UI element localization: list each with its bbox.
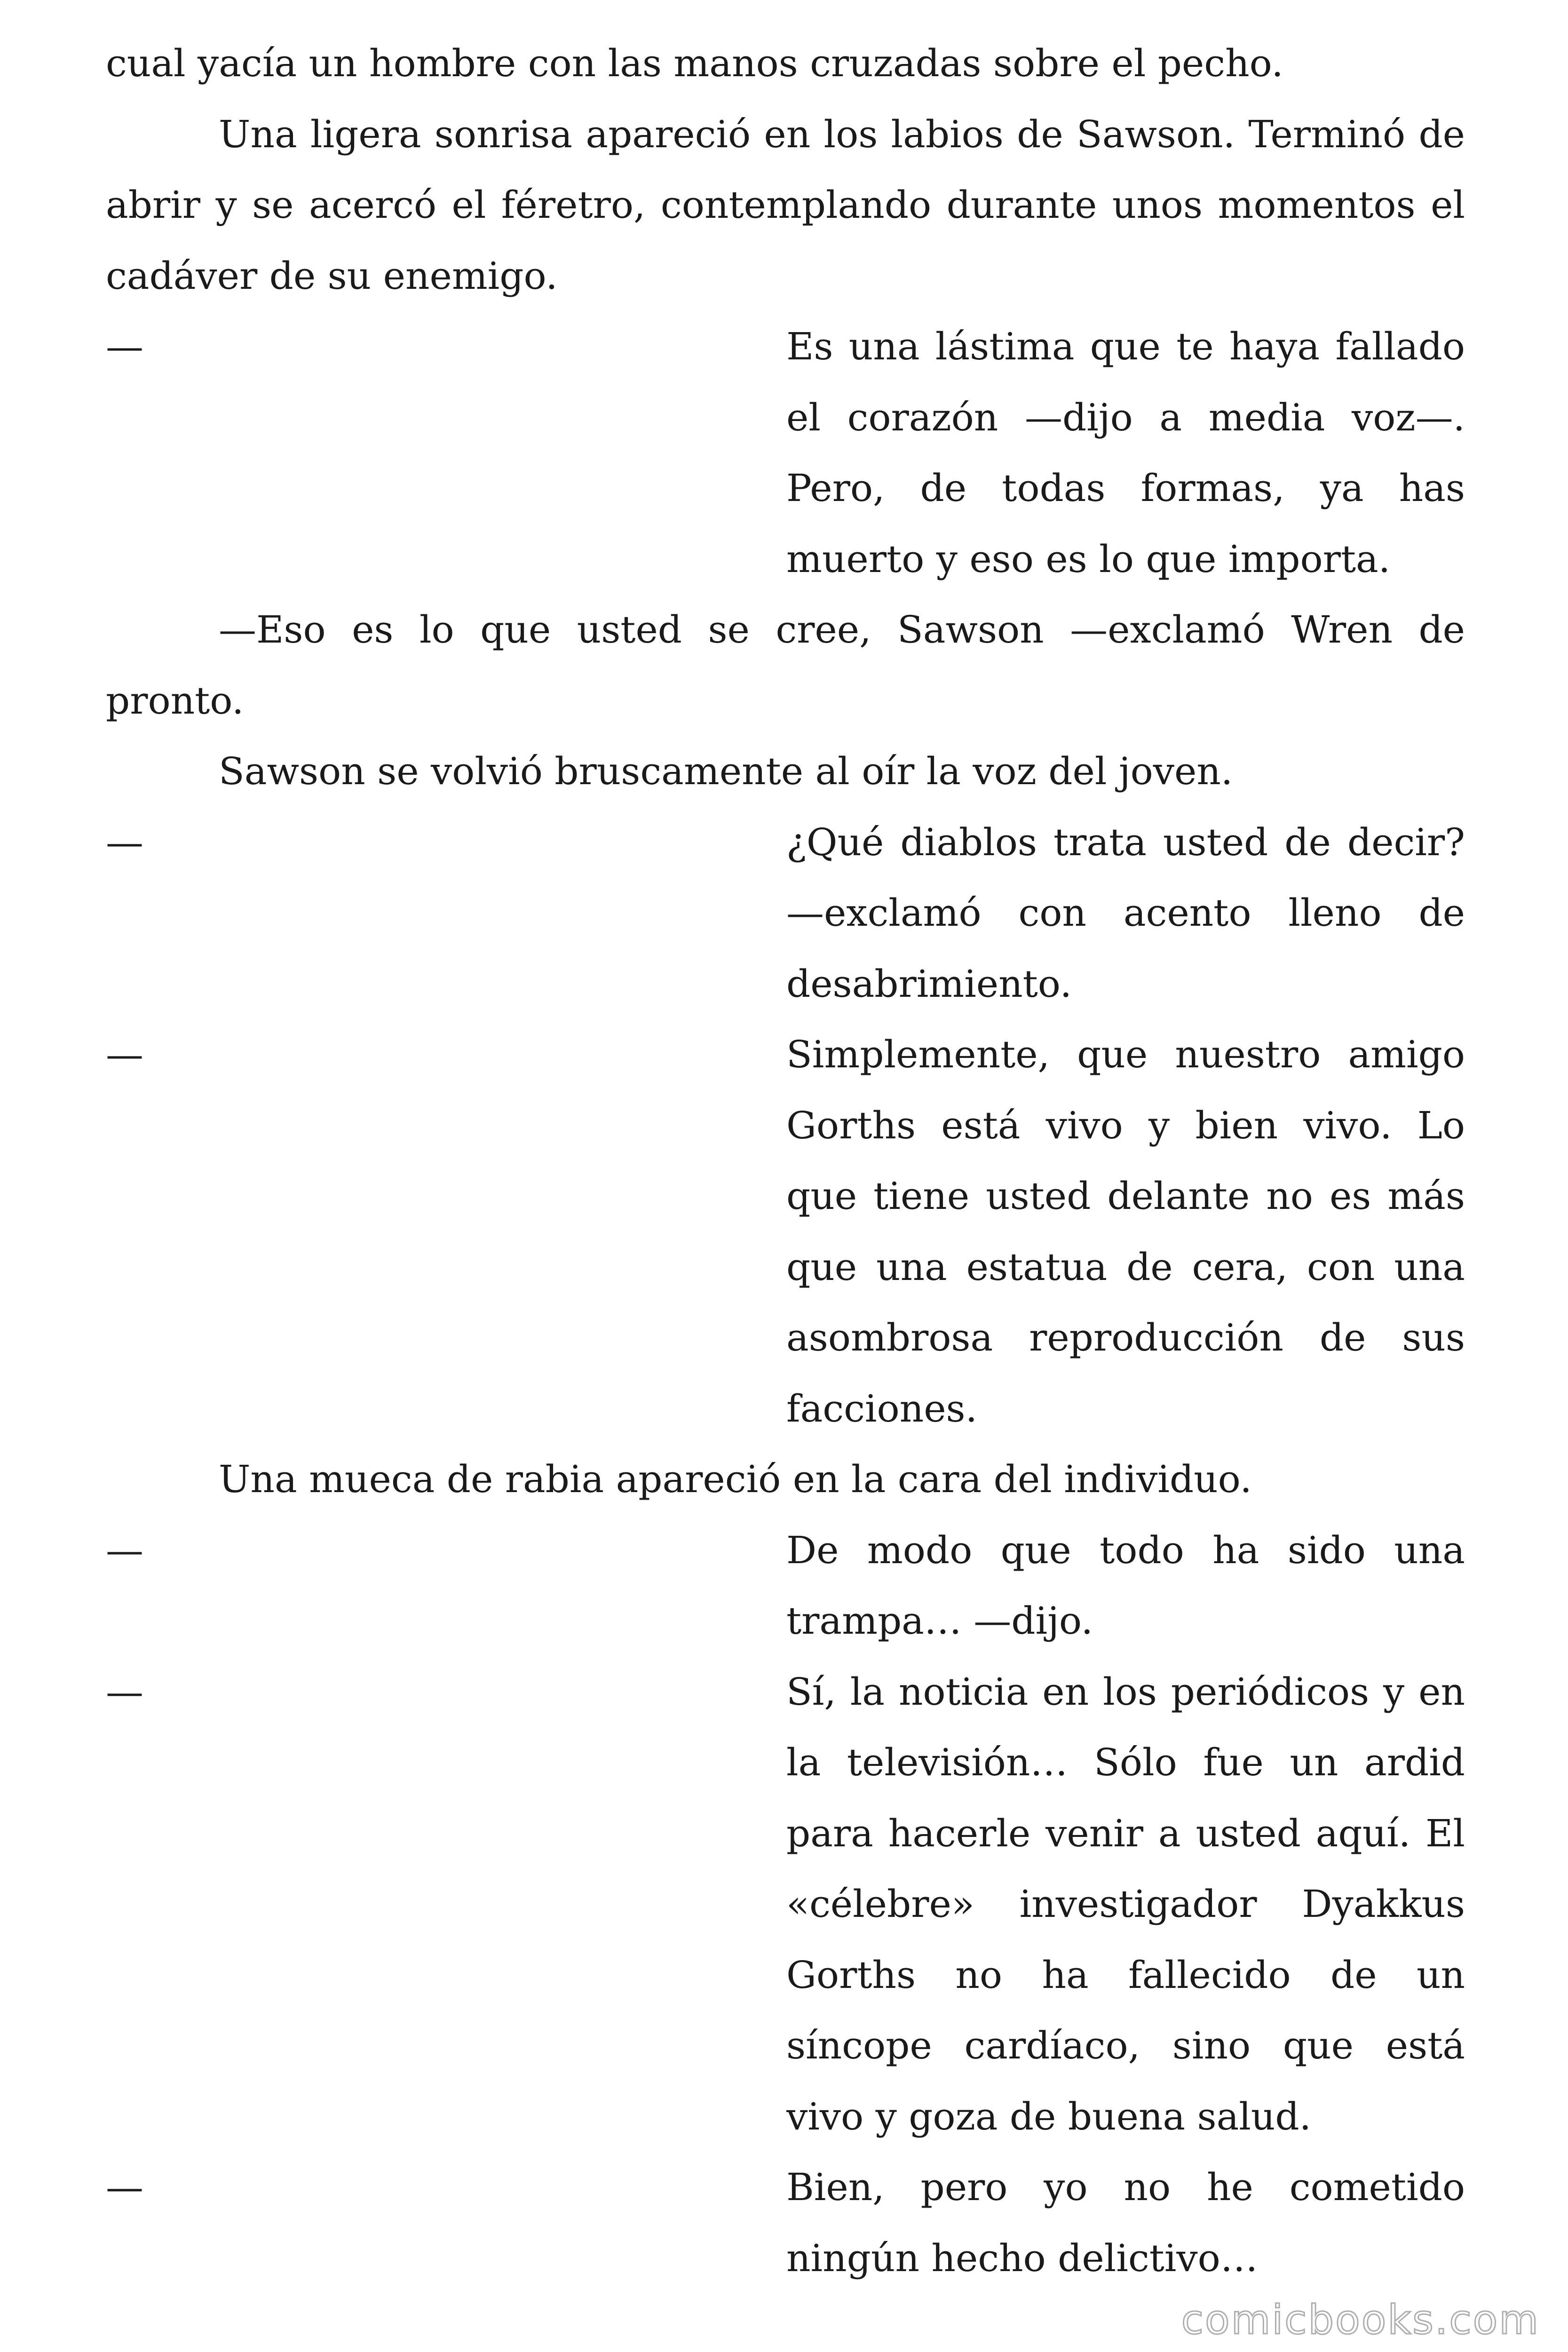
text-line: para hacerle venir a usted aquí. El xyxy=(786,1811,1465,1855)
text-line: —Eso es lo que usted se cree, Sawson —exclamó Wren de xyxy=(219,608,1465,652)
text-line: abrir y se acercó el féretro, contemplando durante unos momentos el xyxy=(106,183,1465,227)
paragraph xyxy=(106,28,1465,99)
paragraph xyxy=(106,1444,1465,1515)
text-line: pronto. xyxy=(106,678,244,723)
text-line: Es una lástima que te haya fallado xyxy=(786,325,1465,368)
dialogue-block xyxy=(106,807,1465,1020)
dialogue-text xyxy=(786,807,1465,1020)
paragraph xyxy=(106,736,1465,807)
dialogue-block xyxy=(106,1657,1465,2153)
paragraph xyxy=(106,595,1465,736)
text-line: facciones. xyxy=(786,1386,978,1430)
text-line: la televisión… Sólo fue un ardid xyxy=(786,1740,1465,1784)
text-line: —exclamó con acento lleno de xyxy=(786,891,1465,935)
text-line: Gorths está vivo y bien vivo. Lo xyxy=(786,1103,1465,1147)
text-line: Una mueca de rabia apareció en la cara del individuo. xyxy=(219,1457,1252,1501)
dialogue-block xyxy=(106,2152,1465,2294)
text-line: trampa… —dijo. xyxy=(786,1599,1093,1643)
text-line: asombrosa reproducción de sus xyxy=(786,1316,1465,1359)
dialogue-block xyxy=(106,311,1465,595)
text-line: síncope cardíaco, sino que está xyxy=(786,2024,1465,2067)
dialogue-block xyxy=(106,1019,1465,1444)
dialogue-text xyxy=(786,1019,1465,1444)
text-line: desabrimiento. xyxy=(786,961,1072,1006)
paragraph xyxy=(106,99,1465,312)
text-line: ¿Qué diablos trata usted de decir? xyxy=(786,820,1465,864)
text-line: Sawson se volvió bruscamente al oír la voz del joven. xyxy=(219,749,1233,793)
dialogue-dash: — xyxy=(106,820,143,864)
text-line: cual yacía un hombre con las manos cruzadas sobre el pecho. xyxy=(106,41,1283,85)
text-line: Pero, de todas formas, ya has xyxy=(786,466,1465,510)
page-text xyxy=(106,28,1465,2294)
text-line: De modo que todo ha sido una xyxy=(786,1528,1465,1572)
dialogue-text xyxy=(786,1657,1465,2153)
text-line: que una estatua de cera, con una xyxy=(786,1245,1465,1289)
text-line: «célebre» investigador Dyakkus xyxy=(786,1882,1465,1926)
dialogue-dash: — xyxy=(106,1669,143,1714)
text-line: Bien, pero yo no he cometido xyxy=(786,2165,1465,2209)
dialogue-text xyxy=(786,1515,1465,1657)
dialogue-text xyxy=(786,311,1465,595)
text-line: Gorths no ha fallecido de un xyxy=(786,1953,1465,1997)
text-line: Sí, la noticia en los periódicos y en xyxy=(786,1669,1465,1714)
watermark: comicbooks.com xyxy=(1181,2296,1540,2344)
text-line: ningún hecho delictivo… xyxy=(786,2236,1258,2280)
dialogue-block xyxy=(106,1515,1465,1657)
dialogue-dash: — xyxy=(106,325,143,368)
dialogue-dash: — xyxy=(106,2165,143,2209)
text-line: vivo y goza de buena salud. xyxy=(786,2094,1312,2138)
text-line: que tiene usted delante no es más xyxy=(786,1174,1465,1218)
dialogue-dash: — xyxy=(106,1528,143,1572)
text-line: Simplemente, que nuestro amigo xyxy=(786,1033,1465,1076)
text-line: el corazón —dijo a media voz—. xyxy=(786,395,1465,439)
dialogue-text xyxy=(786,2152,1465,2294)
text-line: Una ligera sonrisa apareció en los labios de Sawson. Terminó de xyxy=(219,112,1465,156)
dialogue-dash: — xyxy=(106,1033,143,1076)
text-line: cadáver de su enemigo. xyxy=(106,254,558,298)
text-line: muerto y eso es lo que importa. xyxy=(786,537,1391,581)
